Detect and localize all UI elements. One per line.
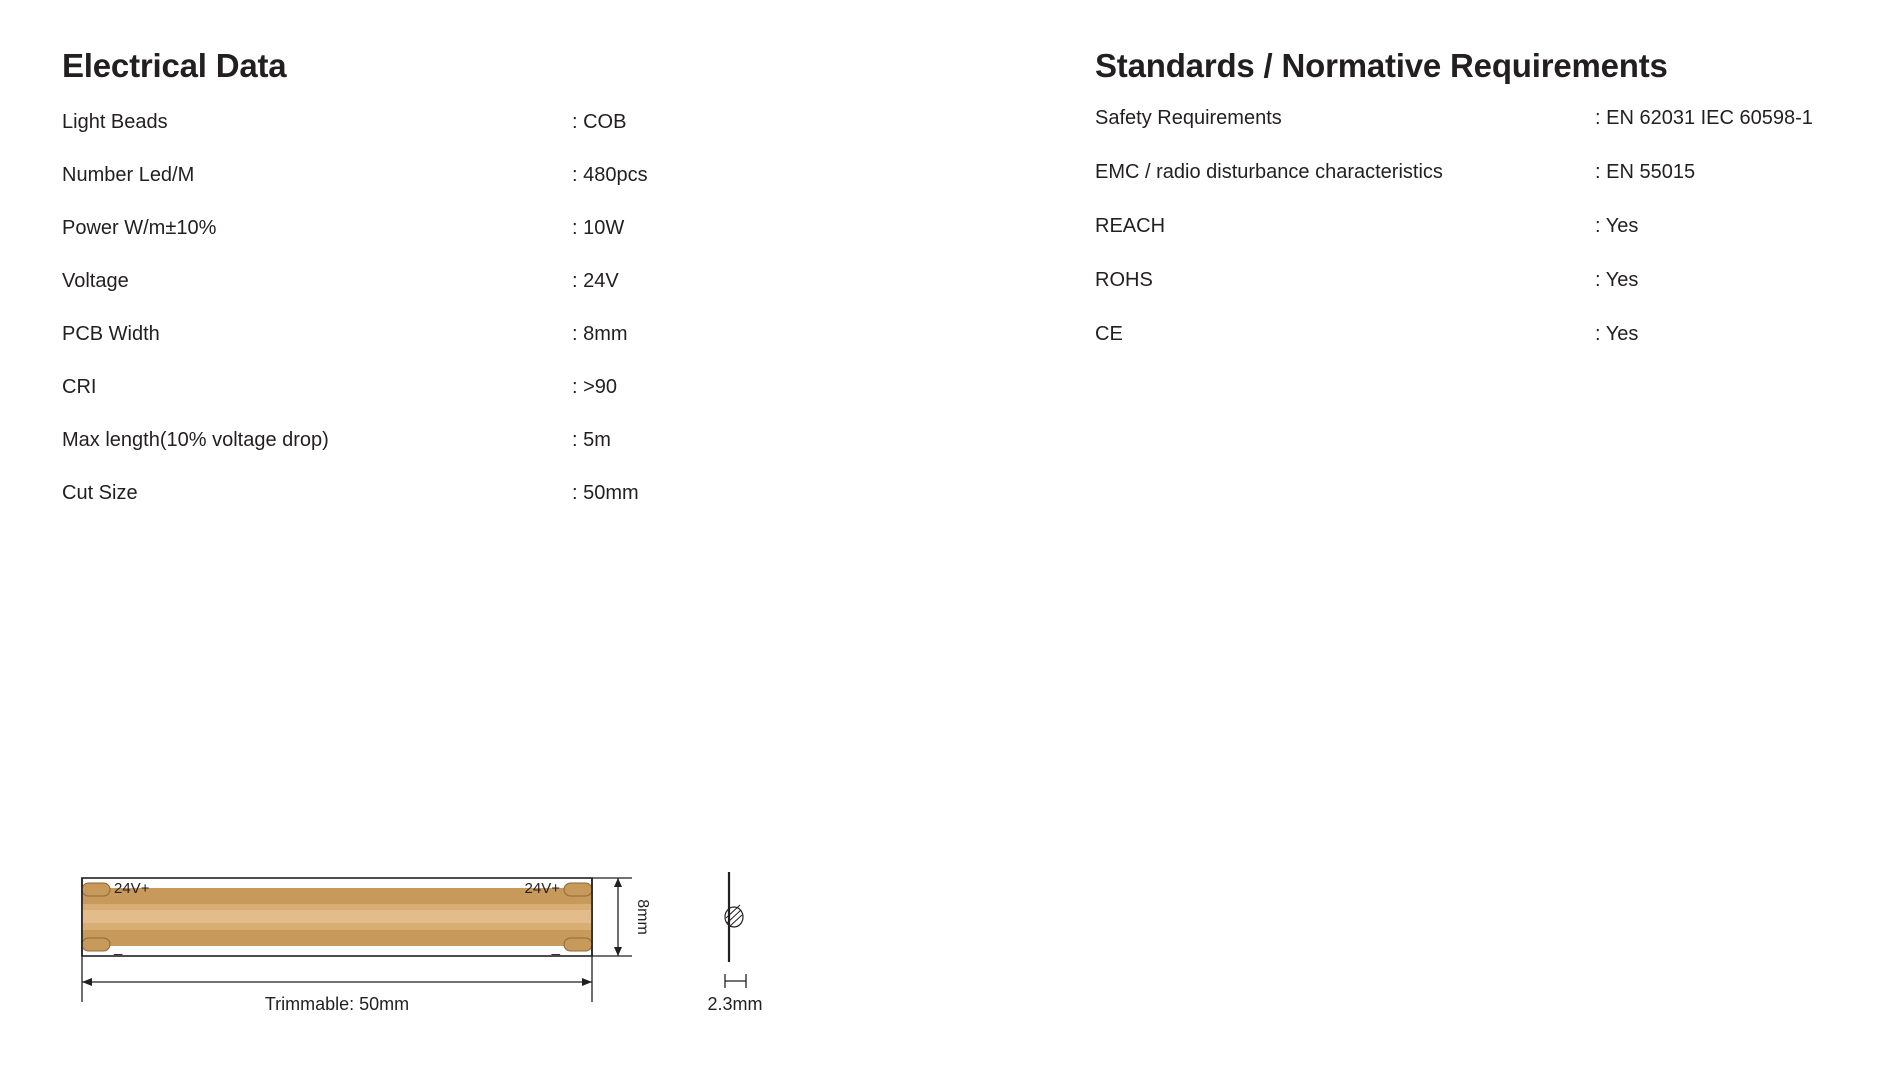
spec-row bbox=[62, 216, 822, 241]
standards-list bbox=[1095, 106, 1885, 347]
spec-label: Max length(10% voltage drop) bbox=[62, 429, 329, 452]
spec-value: : 24V bbox=[572, 270, 619, 293]
spec-label: CRI bbox=[62, 376, 97, 399]
pad-right-top-label: 24V+ bbox=[524, 880, 560, 897]
spec-row bbox=[62, 322, 822, 347]
spec-label: REACH bbox=[1095, 215, 1166, 238]
spec-label: Light Beads bbox=[62, 111, 168, 134]
spec-row bbox=[62, 110, 822, 135]
thickness-dimension bbox=[725, 974, 746, 988]
spec-row bbox=[62, 269, 822, 294]
spec-value: : COB bbox=[572, 111, 627, 134]
spec-row bbox=[1095, 160, 1885, 185]
spec-value: : 50mm bbox=[572, 482, 639, 505]
standards-section bbox=[1095, 48, 1885, 376]
pad-left-bottom-label: _ bbox=[114, 939, 123, 956]
strip-top-view bbox=[82, 878, 592, 956]
spec-row bbox=[62, 428, 822, 453]
height-dimension bbox=[592, 878, 632, 956]
spec-row bbox=[1095, 322, 1885, 347]
spec-value: : Yes bbox=[1595, 323, 1639, 346]
spec-value: : >90 bbox=[572, 376, 618, 399]
spec-label: Safety Requirements bbox=[1095, 107, 1282, 130]
spec-label: Number Led/M bbox=[62, 164, 195, 187]
spec-label: Voltage bbox=[62, 270, 129, 293]
spec-label: EMC / radio disturbance characteristics bbox=[1095, 161, 1443, 184]
spec-row bbox=[62, 163, 822, 188]
electrical-data-section bbox=[62, 48, 822, 534]
spec-label: ROHS bbox=[1095, 269, 1153, 292]
pad-right-bottom-label: _ bbox=[551, 939, 560, 956]
spec-row bbox=[1095, 268, 1885, 293]
spec-value: : EN 55015 bbox=[1595, 161, 1696, 184]
width-dimension-label: Trimmable: 50mm bbox=[264, 994, 410, 1014]
strip-side-view bbox=[725, 872, 743, 962]
spec-value: : 10W bbox=[572, 217, 625, 240]
spec-value: : 5m bbox=[572, 429, 611, 452]
spec-value: : 8mm bbox=[572, 323, 628, 346]
spec-label: PCB Width bbox=[62, 323, 160, 346]
thickness-dimension-label: 2.3mm bbox=[707, 994, 763, 1014]
spec-value: : EN 62031 IEC 60598-1 bbox=[1595, 107, 1813, 130]
spec-value: : Yes bbox=[1595, 269, 1639, 292]
spec-label: Cut Size bbox=[62, 482, 138, 505]
spec-value: : Yes bbox=[1595, 215, 1639, 238]
spec-label: Power W/m±10% bbox=[62, 217, 217, 240]
spec-row bbox=[62, 375, 822, 400]
spec-row bbox=[62, 481, 822, 506]
height-dimension-label: 8mm bbox=[634, 899, 651, 935]
electrical-data-list bbox=[62, 110, 822, 506]
standards-title: Standards / Normative Requirements bbox=[1095, 47, 1668, 84]
strip-dimension-drawing bbox=[62, 860, 882, 1040]
spec-label: CE bbox=[1095, 323, 1123, 346]
spec-row bbox=[1095, 214, 1885, 239]
spec-row bbox=[1095, 106, 1885, 131]
spec-value: : 480pcs bbox=[572, 164, 648, 187]
electrical-data-title: Electrical Data bbox=[62, 47, 287, 84]
pad-left-top-label: 24V+ bbox=[114, 880, 150, 897]
